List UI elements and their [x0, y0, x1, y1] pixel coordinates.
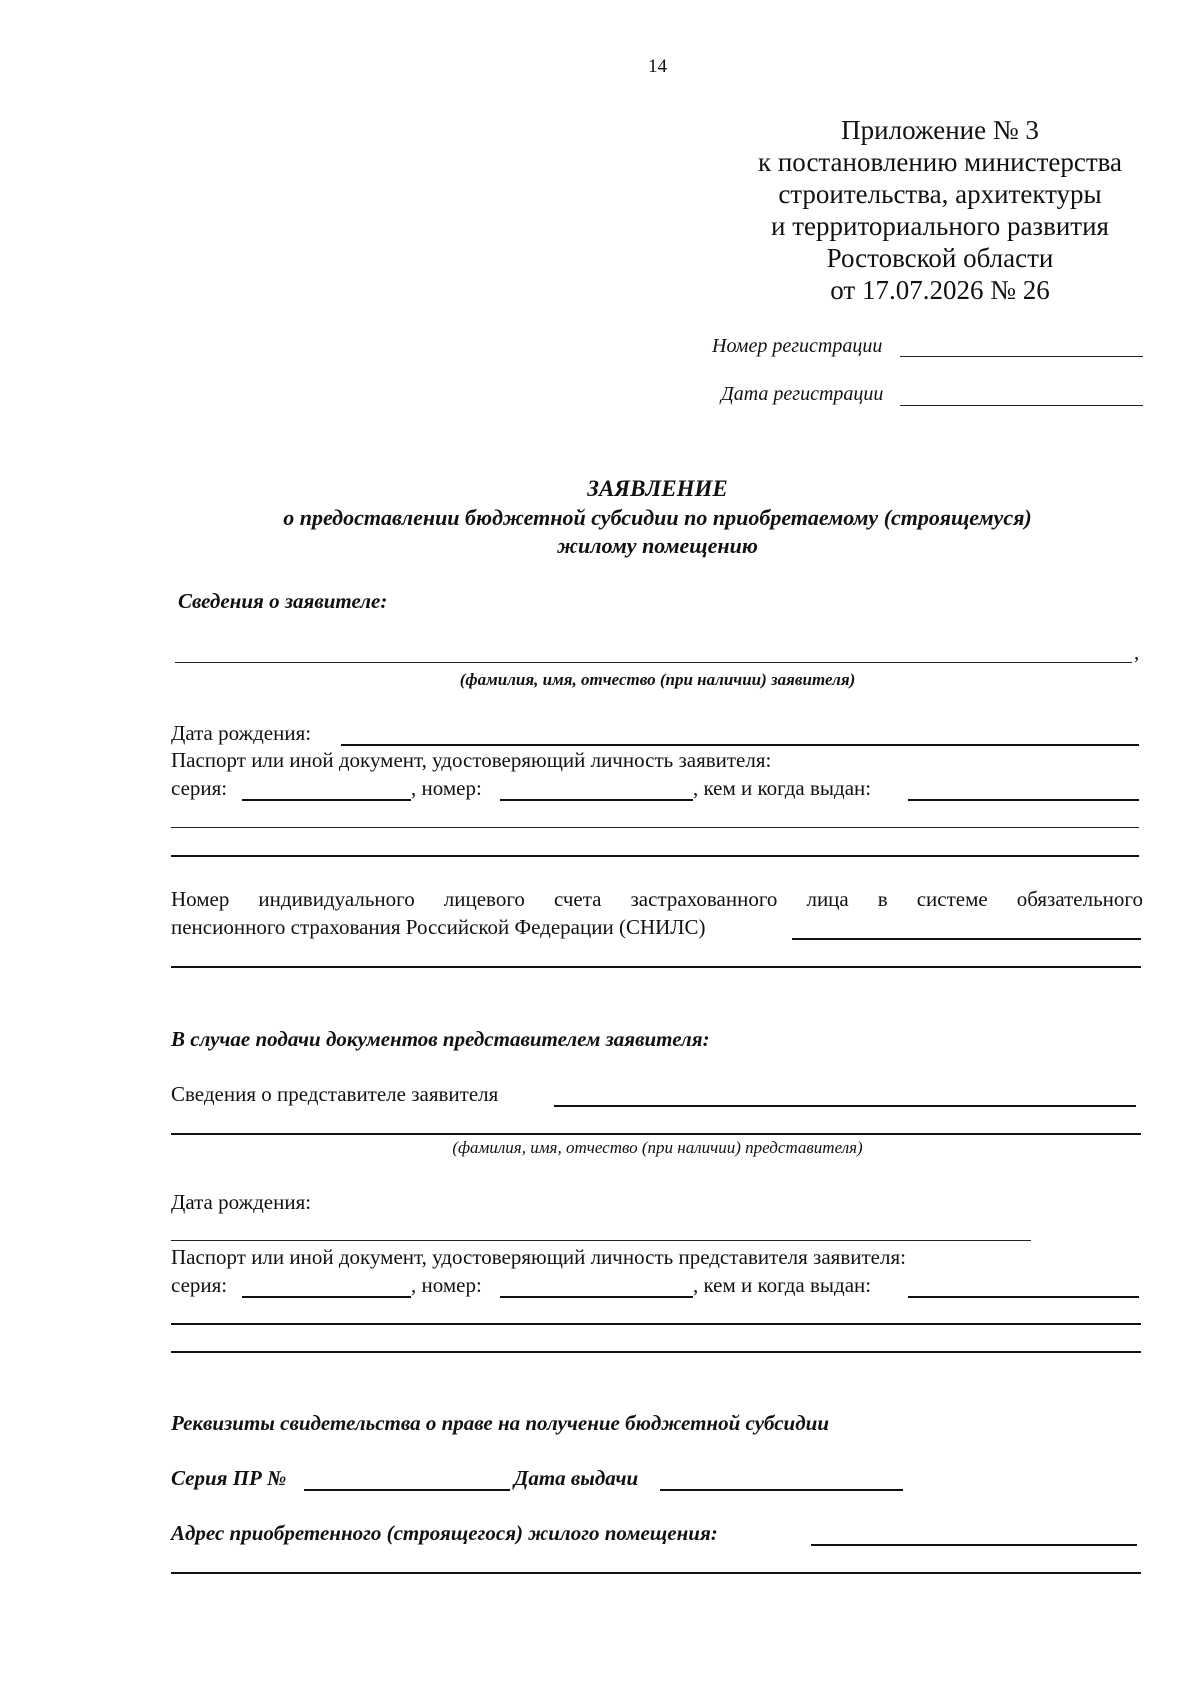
snils-field-line2[interactable] — [171, 966, 1141, 968]
address-field-line2[interactable] — [171, 1572, 1141, 1574]
applicant-fio-caption: (фамилия, имя, отчество (при наличии) заявителя) — [459, 670, 856, 689]
representative-birth-label: Дата рождения: — [171, 1190, 312, 1214]
applicant-issued-field[interactable] — [908, 799, 1139, 801]
registration-date-label: Дата регистрации — [721, 383, 884, 405]
appendix-line: от 17.07.2026 № 26 — [830, 275, 1050, 305]
representative-passport-label: Паспорт или иной документ, удостоверяющий личность представителя заявителя: — [171, 1245, 906, 1269]
applicant-series-field[interactable] — [242, 799, 411, 801]
applicant-birth-label: Дата рождения: — [171, 721, 312, 745]
certificate-series-label: Серия ПР № — [171, 1466, 287, 1490]
representative-info-field-line2[interactable] — [171, 1133, 1141, 1135]
representative-issued-label: , кем и когда выдан: — [693, 1273, 872, 1297]
applicant-issued-field-line2[interactable] — [171, 827, 1139, 828]
snils-field[interactable] — [792, 938, 1141, 940]
representative-number-label: , номер: — [411, 1273, 482, 1297]
applicant-birth-field[interactable] — [341, 744, 1139, 746]
applicant-passport-label: Паспорт или иной документ, удостоверяющий личность заявителя: — [171, 748, 772, 772]
comma: , — [1134, 640, 1140, 664]
document-subtitle-line1: о предоставлении бюджетной субсидии по приобретаемому (строящемуся) — [283, 505, 1032, 530]
registration-number-label: Номер регистрации — [712, 335, 883, 357]
applicant-series-label: серия: — [171, 776, 228, 800]
appendix-line: и территориального развития — [771, 211, 1109, 241]
representative-issued-field-line2[interactable] — [171, 1323, 1141, 1325]
address-label: Адрес приобретенного (строящегося) жилого помещения: — [171, 1521, 718, 1545]
representative-heading: В случае подачи документов представителем заявителя: — [171, 1027, 710, 1051]
applicant-number-label: , номер: — [411, 776, 482, 800]
document-subtitle-line2: жилому помещению — [557, 533, 758, 558]
appendix-line: Ростовской области — [826, 243, 1054, 273]
appendix-line: к постановлению министерства — [757, 147, 1123, 177]
address-field[interactable] — [811, 1544, 1137, 1546]
appendix-header — [700, 114, 1180, 306]
representative-birth-field[interactable] — [171, 1240, 1031, 1241]
document-title: ЗАЯВЛЕНИЕ — [587, 476, 728, 501]
certificate-issue-date-label: Дата выдачи — [514, 1466, 639, 1490]
representative-number-field[interactable] — [500, 1296, 693, 1298]
representative-fio-caption: (фамилия, имя, отчество (при наличии) представителя) — [452, 1138, 863, 1157]
representative-series-label: серия: — [171, 1273, 228, 1297]
applicant-issued-field-line3[interactable] — [171, 855, 1139, 857]
registration-number-field[interactable] — [900, 356, 1143, 357]
applicant-issued-label: , кем и когда выдан: — [693, 776, 872, 800]
page-number: 14 — [648, 56, 667, 77]
certificate-issue-date-field[interactable] — [660, 1489, 903, 1491]
certificate-heading: Реквизиты свидетельства о праве на получение бюджетной субсидии — [171, 1411, 829, 1435]
representative-issued-field-line3[interactable] — [171, 1351, 1141, 1353]
applicant-number-field[interactable] — [500, 799, 693, 801]
applicant-fio-field[interactable] — [175, 662, 1132, 663]
representative-info-label: Сведения о представителе заявителя — [171, 1082, 499, 1106]
representative-issued-field[interactable] — [908, 1296, 1139, 1298]
snils-label-line1: Номер индивидуального лицевого счета застрахованного лица в системе обязательного — [171, 887, 1143, 911]
representative-info-field[interactable] — [554, 1105, 1136, 1107]
appendix-line: строительства, архитектуры — [778, 179, 1102, 209]
representative-series-field[interactable] — [242, 1296, 411, 1298]
applicant-heading: Сведения о заявителе: — [178, 589, 388, 613]
appendix-line: Приложение № 3 — [841, 115, 1039, 145]
snils-label-line2: пенсионного страхования Российской Федерации (СНИЛС) — [171, 915, 706, 939]
certificate-series-field[interactable] — [304, 1489, 510, 1491]
registration-date-field[interactable] — [900, 405, 1143, 406]
